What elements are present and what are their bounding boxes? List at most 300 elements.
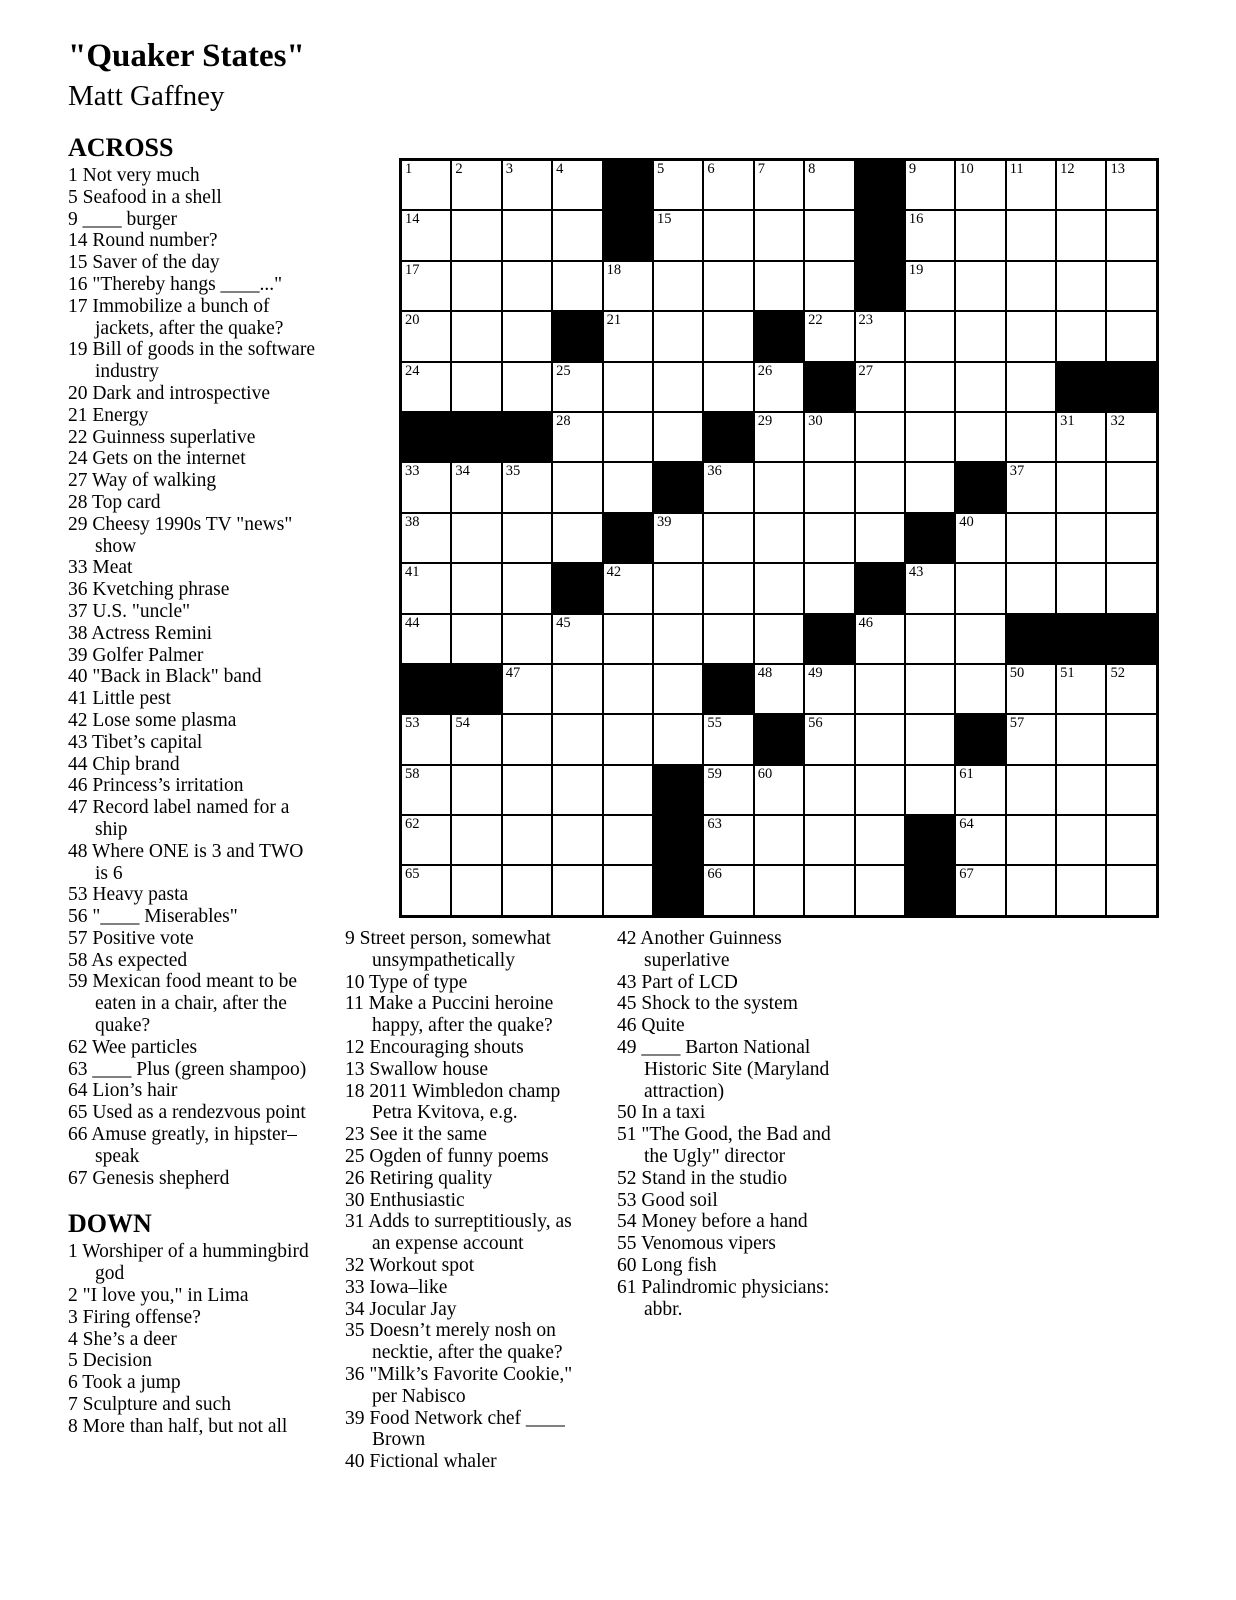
grid-cell-r2c1[interactable] [402, 211, 450, 259]
grid-cell-r10c1[interactable] [402, 615, 450, 663]
grid-cell-r11c10[interactable] [856, 665, 904, 713]
across-clue-56: 56 "____ Miserables" [68, 906, 238, 928]
grid-cell-r12c10[interactable] [856, 715, 904, 763]
down-clue-39: 39 Food Network chef ____ Brown [345, 1407, 565, 1451]
cell-number: 28 [556, 412, 571, 429]
down-clue-25: 25 Ogden of funny poems [345, 1145, 549, 1167]
grid-cell-r1c11[interactable] [906, 161, 954, 209]
grid-cell-r5c13[interactable] [1007, 363, 1055, 411]
down-clue-34: 34 Jocular Jay [345, 1298, 457, 1320]
across-clue-28: 28 Top card [68, 491, 161, 513]
grid-cell-r12c3[interactable] [503, 715, 551, 763]
grid-black-cell-r9c4 [553, 564, 601, 612]
grid-cell-r2c15[interactable] [1107, 211, 1155, 259]
grid-cell-r7c4[interactable] [553, 463, 601, 511]
grid-black-cell-r10c13 [1007, 615, 1055, 663]
grid-black-cell-r7c6 [654, 463, 702, 511]
grid-cell-r11c11[interactable] [906, 665, 954, 713]
grid-cell-r15c10[interactable] [856, 866, 904, 914]
across-clue-63: 63 ____ Plus (green shampoo) [68, 1058, 307, 1080]
grid-cell-r7c11[interactable] [906, 463, 954, 511]
cell-number: 59 [707, 765, 722, 782]
across-clue-59: 59 Mexican food meant to be eaten in a chair, after the quake? [68, 971, 298, 1037]
grid-cell-r4c2[interactable] [452, 312, 500, 360]
grid-cell-r15c13[interactable] [1007, 866, 1055, 914]
grid-cell-r5c10[interactable] [856, 363, 904, 411]
grid-cell-r10c12[interactable] [956, 615, 1004, 663]
grid-cell-r15c15[interactable] [1107, 866, 1155, 914]
grid-cell-r12c15[interactable] [1107, 715, 1155, 763]
grid-cell-r1c7[interactable] [704, 161, 752, 209]
grid-cell-r12c4[interactable] [553, 715, 601, 763]
grid-cell-r2c4[interactable] [553, 211, 601, 259]
grid-cell-r1c2[interactable] [452, 161, 500, 209]
across-clue-27: 27 Way of walking [68, 470, 217, 492]
grid-cell-r1c15[interactable] [1107, 161, 1155, 209]
grid-cell-r7c9[interactable] [805, 463, 853, 511]
grid-cell-r8c9[interactable] [805, 514, 853, 562]
grid-cell-r11c3[interactable] [503, 665, 551, 713]
grid-cell-r6c11[interactable] [906, 413, 954, 461]
down-clue-35: 35 Doesn’t merely nosh on necktie, after the quake? [345, 1320, 563, 1364]
grid-cell-r15c2[interactable] [452, 866, 500, 914]
across-clue-48: 48 Where ONE is 3 and TWO is 6 [68, 840, 304, 884]
grid-cell-r8c10[interactable] [856, 514, 904, 562]
grid-cell-r15c12[interactable] [956, 866, 1004, 914]
grid-cell-r14c15[interactable] [1107, 816, 1155, 864]
cell-number: 10 [959, 161, 974, 177]
grid-cell-r7c3[interactable] [503, 463, 551, 511]
grid-cell-r8c1[interactable] [402, 514, 450, 562]
grid-cell-r3c13[interactable] [1007, 262, 1055, 310]
down-clue-3: 3 Firing offense? [68, 1306, 201, 1328]
grid-cell-r7c14[interactable] [1057, 463, 1105, 511]
grid-black-cell-r5c14 [1057, 363, 1105, 411]
grid-cell-r9c7[interactable] [704, 564, 752, 612]
grid-cell-r13c10[interactable] [856, 766, 904, 814]
cell-number: 26 [757, 362, 773, 379]
grid-cell-r1c13[interactable] [1007, 161, 1055, 209]
down-clue-60: 60 Long fish [617, 1254, 717, 1276]
grid-cell-r14c12[interactable] [956, 816, 1004, 864]
grid-cell-r9c3[interactable] [503, 564, 551, 612]
grid-cell-r14c5[interactable] [604, 816, 652, 864]
grid-black-cell-r5c9 [805, 363, 853, 411]
grid-cell-r13c5[interactable] [604, 766, 652, 814]
grid-cell-r11c6[interactable] [654, 665, 702, 713]
down-clue-list-3 [617, 928, 859, 1320]
down-clue-5: 5 Decision [68, 1350, 152, 1372]
grid-cell-r8c12[interactable] [956, 514, 1004, 562]
grid-cell-r11c13[interactable] [1007, 665, 1055, 713]
grid-cell-r9c9[interactable] [805, 564, 853, 612]
grid-cell-r14c10[interactable] [856, 816, 904, 864]
grid-cell-r3c15[interactable] [1107, 262, 1155, 310]
grid-cell-r4c6[interactable] [654, 312, 702, 360]
grid-cell-r2c9[interactable] [805, 211, 853, 259]
grid-cell-r10c10[interactable] [856, 615, 904, 663]
grid-black-cell-r15c11 [906, 866, 954, 914]
grid-cell-r7c5[interactable] [604, 463, 652, 511]
down-clue-33: 33 Iowa–like [345, 1276, 448, 1298]
grid-cell-r15c5[interactable] [604, 866, 652, 914]
grid-cell-r12c6[interactable] [654, 715, 702, 763]
across-clue-46: 46 Princess’s irritation [68, 775, 244, 797]
grid-cell-r4c7[interactable] [704, 312, 752, 360]
cell-number: 34 [455, 463, 470, 480]
grid-cell-r6c13[interactable] [1007, 413, 1055, 461]
grid-cell-r2c12[interactable] [956, 211, 1004, 259]
grid-cell-r10c6[interactable] [654, 615, 702, 663]
grid-cell-r4c10[interactable] [856, 312, 904, 360]
down-clue-12: 12 Encouraging shouts [345, 1036, 524, 1058]
across-clue-21: 21 Energy [68, 404, 149, 426]
down-clue-8: 8 More than half, but not all [68, 1415, 288, 1437]
grid-cell-r8c14[interactable] [1057, 514, 1105, 562]
grid-cell-r5c3[interactable] [503, 363, 551, 411]
grid-cell-r6c4[interactable] [553, 413, 601, 461]
grid-cell-r6c10[interactable] [856, 413, 904, 461]
cell-number: 67 [959, 866, 974, 883]
grid-cell-r14c1[interactable] [402, 816, 450, 864]
grid-cell-r4c3[interactable] [503, 312, 551, 360]
grid-black-cell-r8c5 [604, 514, 652, 562]
down-heading: DOWN [68, 1209, 152, 1239]
across-clue-67: 67 Genesis shepherd [68, 1167, 230, 1189]
grid-cell-r6c5[interactable] [604, 413, 652, 461]
grid-cell-r13c13[interactable] [1007, 766, 1055, 814]
grid-cell-r8c4[interactable] [553, 514, 601, 562]
grid-cell-r8c8[interactable] [755, 514, 803, 562]
grid-cell-r9c12[interactable] [956, 564, 1004, 612]
grid-cell-r3c4[interactable] [553, 262, 601, 310]
cell-number: 41 [405, 564, 420, 581]
grid-cell-r14c4[interactable] [553, 816, 601, 864]
grid-cell-r2c8[interactable] [755, 211, 803, 259]
grid-black-cell-r11c7 [704, 665, 752, 713]
grid-cell-r1c9[interactable] [805, 161, 853, 209]
grid-cell-r13c4[interactable] [553, 766, 601, 814]
cell-number: 29 [757, 412, 773, 429]
grid-cell-r9c15[interactable] [1107, 564, 1155, 612]
cell-number: 65 [405, 866, 420, 883]
grid-cell-r11c5[interactable] [604, 665, 652, 713]
grid-black-cell-r1c10 [856, 161, 904, 209]
grid-cell-r2c6[interactable] [654, 211, 702, 259]
across-clue-9: 9 ____ burger [68, 208, 178, 230]
grid-black-cell-r10c15 [1107, 615, 1155, 663]
grid-cell-r3c7[interactable] [704, 262, 752, 310]
grid-cell-r15c3[interactable] [503, 866, 551, 914]
grid-cell-r7c7[interactable] [704, 463, 752, 511]
down-clue-36: 36 "Milk’s Favorite Cookie," per Nabisco [345, 1363, 573, 1407]
cell-number: 61 [959, 765, 974, 782]
grid-cell-r7c8[interactable] [755, 463, 803, 511]
cell-number: 30 [808, 412, 823, 429]
down-clue-45: 45 Shock to the system [617, 993, 798, 1015]
grid-cell-r11c4[interactable] [553, 665, 601, 713]
grid-cell-r14c3[interactable] [503, 816, 551, 864]
grid-cell-r13c14[interactable] [1057, 766, 1105, 814]
grid-cell-r6c14[interactable] [1057, 413, 1105, 461]
grid-cell-r12c9[interactable] [805, 715, 853, 763]
across-clue-38: 38 Actress Remini [68, 622, 213, 644]
grid-cell-r5c11[interactable] [906, 363, 954, 411]
down-clue-40: 40 Fictional whaler [345, 1451, 497, 1473]
grid-cell-r3c2[interactable] [452, 262, 500, 310]
grid-cell-r5c2[interactable] [452, 363, 500, 411]
grid-cell-r6c15[interactable] [1107, 413, 1155, 461]
grid-cell-r12c13[interactable] [1007, 715, 1055, 763]
grid-black-cell-r8c11 [906, 514, 954, 562]
grid-cell-r14c8[interactable] [755, 816, 803, 864]
grid-cell-r10c11[interactable] [906, 615, 954, 663]
grid-cell-r6c8[interactable] [755, 413, 803, 461]
grid-cell-r13c3[interactable] [503, 766, 551, 814]
grid-cell-r2c2[interactable] [452, 211, 500, 259]
grid-cell-r13c2[interactable] [452, 766, 500, 814]
grid-cell-r2c7[interactable] [704, 211, 752, 259]
grid-cell-r5c4[interactable] [553, 363, 601, 411]
grid-black-cell-r11c2 [452, 665, 500, 713]
grid-cell-r10c4[interactable] [553, 615, 601, 663]
across-clue-42: 42 Lose some plasma [68, 709, 237, 731]
grid-black-cell-r6c1 [402, 413, 450, 461]
grid-cell-r6c12[interactable] [956, 413, 1004, 461]
grid-cell-r1c8[interactable] [755, 161, 803, 209]
grid-cell-r4c9[interactable] [805, 312, 853, 360]
grid-cell-r11c9[interactable] [805, 665, 853, 713]
grid-cell-r15c14[interactable] [1057, 866, 1105, 914]
grid-cell-r14c14[interactable] [1057, 816, 1105, 864]
grid-cell-r12c5[interactable] [604, 715, 652, 763]
grid-cell-r14c13[interactable] [1007, 816, 1055, 864]
cell-number: 12 [1060, 161, 1075, 177]
grid-cell-r8c2[interactable] [452, 514, 500, 562]
grid-cell-r4c11[interactable] [906, 312, 954, 360]
grid-cell-r13c1[interactable] [402, 766, 450, 814]
cell-number: 9 [908, 161, 917, 177]
cell-number: 54 [455, 715, 470, 732]
grid-cell-r10c7[interactable] [704, 615, 752, 663]
grid-cell-r9c11[interactable] [906, 564, 954, 612]
grid-cell-r1c14[interactable] [1057, 161, 1105, 209]
grid-black-cell-r2c10 [856, 211, 904, 259]
grid-cell-r13c7[interactable] [704, 766, 752, 814]
grid-black-cell-r12c8 [755, 715, 803, 763]
grid-cell-r2c11[interactable] [906, 211, 954, 259]
crossword-grid [399, 158, 1159, 918]
grid-cell-r5c1[interactable] [402, 363, 450, 411]
cell-number: 31 [1060, 412, 1075, 429]
across-heading: ACROSS [68, 133, 174, 162]
grid-cell-r14c2[interactable] [452, 816, 500, 864]
grid-cell-r9c2[interactable] [452, 564, 500, 612]
grid-cell-r1c6[interactable] [654, 161, 702, 209]
grid-cell-r15c1[interactable] [402, 866, 450, 914]
cell-number: 23 [858, 312, 874, 329]
grid-cell-r2c14[interactable] [1057, 211, 1105, 259]
grid-cell-r3c6[interactable] [654, 262, 702, 310]
grid-cell-r9c1[interactable] [402, 564, 450, 612]
grid-cell-r12c14[interactable] [1057, 715, 1105, 763]
grid-cell-r15c8[interactable] [755, 866, 803, 914]
grid-cell-r4c15[interactable] [1107, 312, 1155, 360]
across-clue-16: 16 "Thereby hangs ____..." [68, 273, 283, 295]
grid-cell-r12c2[interactable] [452, 715, 500, 763]
grid-cell-r4c13[interactable] [1007, 312, 1055, 360]
cell-number: 7 [757, 161, 765, 177]
grid-cell-r3c9[interactable] [805, 262, 853, 310]
grid-cell-r13c12[interactable] [956, 766, 1004, 814]
grid-cell-r7c15[interactable] [1107, 463, 1155, 511]
down-clue-23: 23 See it the same [345, 1124, 487, 1146]
grid-cell-r5c5[interactable] [604, 363, 652, 411]
grid-cell-r4c14[interactable] [1057, 312, 1105, 360]
grid-cell-r6c6[interactable] [654, 413, 702, 461]
cell-number: 5 [656, 161, 665, 177]
down-clue-1: 1 Worshiper of a hummingbird god [68, 1241, 309, 1285]
grid-cell-r10c3[interactable] [503, 615, 551, 663]
grid-black-cell-r13c6 [654, 766, 702, 814]
left-clue-column [68, 134, 318, 1438]
cell-number: 20 [405, 312, 420, 329]
grid-black-cell-r6c3 [503, 413, 551, 461]
grid-cell-r3c12[interactable] [956, 262, 1004, 310]
grid-cell-r8c6[interactable] [654, 514, 702, 562]
grid-black-cell-r3c10 [856, 262, 904, 310]
grid-cell-r10c5[interactable] [604, 615, 652, 663]
down-clue-31: 31 Adds to surreptitiously, as an expense account [345, 1211, 572, 1255]
grid-cell-r8c15[interactable] [1107, 514, 1155, 562]
down-clue-53: 53 Good soil [617, 1189, 718, 1211]
grid-cell-r2c13[interactable] [1007, 211, 1055, 259]
down-clue-26: 26 Retiring quality [345, 1167, 493, 1189]
puzzle-author: Matt Gaffney [68, 80, 225, 112]
grid-cell-r15c7[interactable] [704, 866, 752, 914]
cell-number: 6 [707, 161, 715, 177]
cell-number: 52 [1110, 664, 1125, 681]
grid-cell-r5c8[interactable] [755, 363, 803, 411]
down-clue-13: 13 Swallow house [345, 1058, 488, 1080]
grid-cell-r3c3[interactable] [503, 262, 551, 310]
grid-cell-r9c5[interactable] [604, 564, 652, 612]
grid-cell-r3c8[interactable] [755, 262, 803, 310]
grid-cell-r13c8[interactable] [755, 766, 803, 814]
grid-cell-r1c1[interactable] [402, 161, 450, 209]
across-clue-17: 17 Immobilize a bunch of jackets, after the quake? [68, 295, 284, 339]
grid-cell-r3c1[interactable] [402, 262, 450, 310]
grid-cell-r13c15[interactable] [1107, 766, 1155, 814]
grid-cell-r4c5[interactable] [604, 312, 652, 360]
grid-cell-r10c8[interactable] [755, 615, 803, 663]
cell-number: 46 [858, 614, 874, 631]
grid-cell-r15c9[interactable] [805, 866, 853, 914]
grid-cell-r7c2[interactable] [452, 463, 500, 511]
grid-cell-r1c3[interactable] [503, 161, 551, 209]
cell-number: 24 [405, 362, 420, 379]
grid-cell-r14c7[interactable] [704, 816, 752, 864]
grid-cell-r5c12[interactable] [956, 363, 1004, 411]
grid-cell-r9c13[interactable] [1007, 564, 1055, 612]
down-clue-2: 2 "I love you," in Lima [68, 1285, 249, 1307]
grid-cell-r9c14[interactable] [1057, 564, 1105, 612]
cell-number: 45 [556, 614, 571, 631]
grid-cell-r9c6[interactable] [654, 564, 702, 612]
grid-cell-r3c11[interactable] [906, 262, 954, 310]
grid-cell-r8c3[interactable] [503, 514, 551, 562]
grid-cell-r14c9[interactable] [805, 816, 853, 864]
grid-cell-r13c11[interactable] [906, 766, 954, 814]
cell-number: 21 [606, 312, 622, 329]
cell-number: 47 [505, 664, 521, 681]
grid-cell-r11c14[interactable] [1057, 665, 1105, 713]
grid-cell-r6c9[interactable] [805, 413, 853, 461]
down-clue-52: 52 Stand in the studio [617, 1167, 788, 1189]
grid-cell-r13c9[interactable] [805, 766, 853, 814]
across-clue-43: 43 Tibet’s capital [68, 731, 203, 753]
grid-cell-r10c2[interactable] [452, 615, 500, 663]
grid-cell-r4c12[interactable] [956, 312, 1004, 360]
across-clue-5: 5 Seafood in a shell [68, 186, 222, 208]
cell-number: 32 [1110, 412, 1125, 429]
grid-cell-r7c10[interactable] [856, 463, 904, 511]
grid-black-cell-r9c10 [856, 564, 904, 612]
grid-cell-r11c8[interactable] [755, 665, 803, 713]
grid-cell-r3c5[interactable] [604, 262, 652, 310]
cell-number: 17 [405, 261, 420, 278]
cell-number: 1 [405, 161, 413, 177]
cell-number: 44 [405, 614, 420, 631]
across-clue-22: 22 Guinness superlative [68, 426, 256, 448]
across-clue-62: 62 Wee particles [68, 1036, 198, 1058]
grid-black-cell-r14c6 [654, 816, 702, 864]
grid-cell-r12c11[interactable] [906, 715, 954, 763]
down-clue-54: 54 Money before a hand [617, 1211, 808, 1233]
grid-cell-r3c14[interactable] [1057, 262, 1105, 310]
grid-cell-r8c7[interactable] [704, 514, 752, 562]
cell-number: 27 [858, 362, 874, 379]
grid-cell-r2c3[interactable] [503, 211, 551, 259]
grid-cell-r8c13[interactable] [1007, 514, 1055, 562]
cell-number: 48 [757, 664, 773, 681]
grid-cell-r1c12[interactable] [956, 161, 1004, 209]
grid-cell-r9c8[interactable] [755, 564, 803, 612]
across-clue-57: 57 Positive vote [68, 927, 194, 949]
across-clue-36: 36 Kvetching phrase [68, 579, 230, 601]
grid-cell-r4c1[interactable] [402, 312, 450, 360]
grid-cell-r5c7[interactable] [704, 363, 752, 411]
across-clue-list [68, 165, 318, 1189]
cell-number: 33 [405, 463, 420, 480]
grid-cell-r7c1[interactable] [402, 463, 450, 511]
grid-cell-r11c12[interactable] [956, 665, 1004, 713]
across-clue-29: 29 Cheesy 1990s TV "news" show [68, 513, 293, 557]
grid-cell-r12c7[interactable] [704, 715, 752, 763]
grid-cell-r15c4[interactable] [553, 866, 601, 914]
grid-cell-r12c1[interactable] [402, 715, 450, 763]
grid-cell-r1c4[interactable] [553, 161, 601, 209]
grid-black-cell-r14c11 [906, 816, 954, 864]
grid-black-cell-r15c6 [654, 866, 702, 914]
grid-cell-r11c15[interactable] [1107, 665, 1155, 713]
grid-cell-r5c6[interactable] [654, 363, 702, 411]
cell-number: 58 [405, 765, 420, 782]
down-clue-50: 50 In a taxi [617, 1102, 706, 1124]
cell-number: 53 [405, 715, 420, 732]
grid-cell-r7c13[interactable] [1007, 463, 1055, 511]
across-clue-40: 40 "Back in Black" band [68, 666, 262, 688]
